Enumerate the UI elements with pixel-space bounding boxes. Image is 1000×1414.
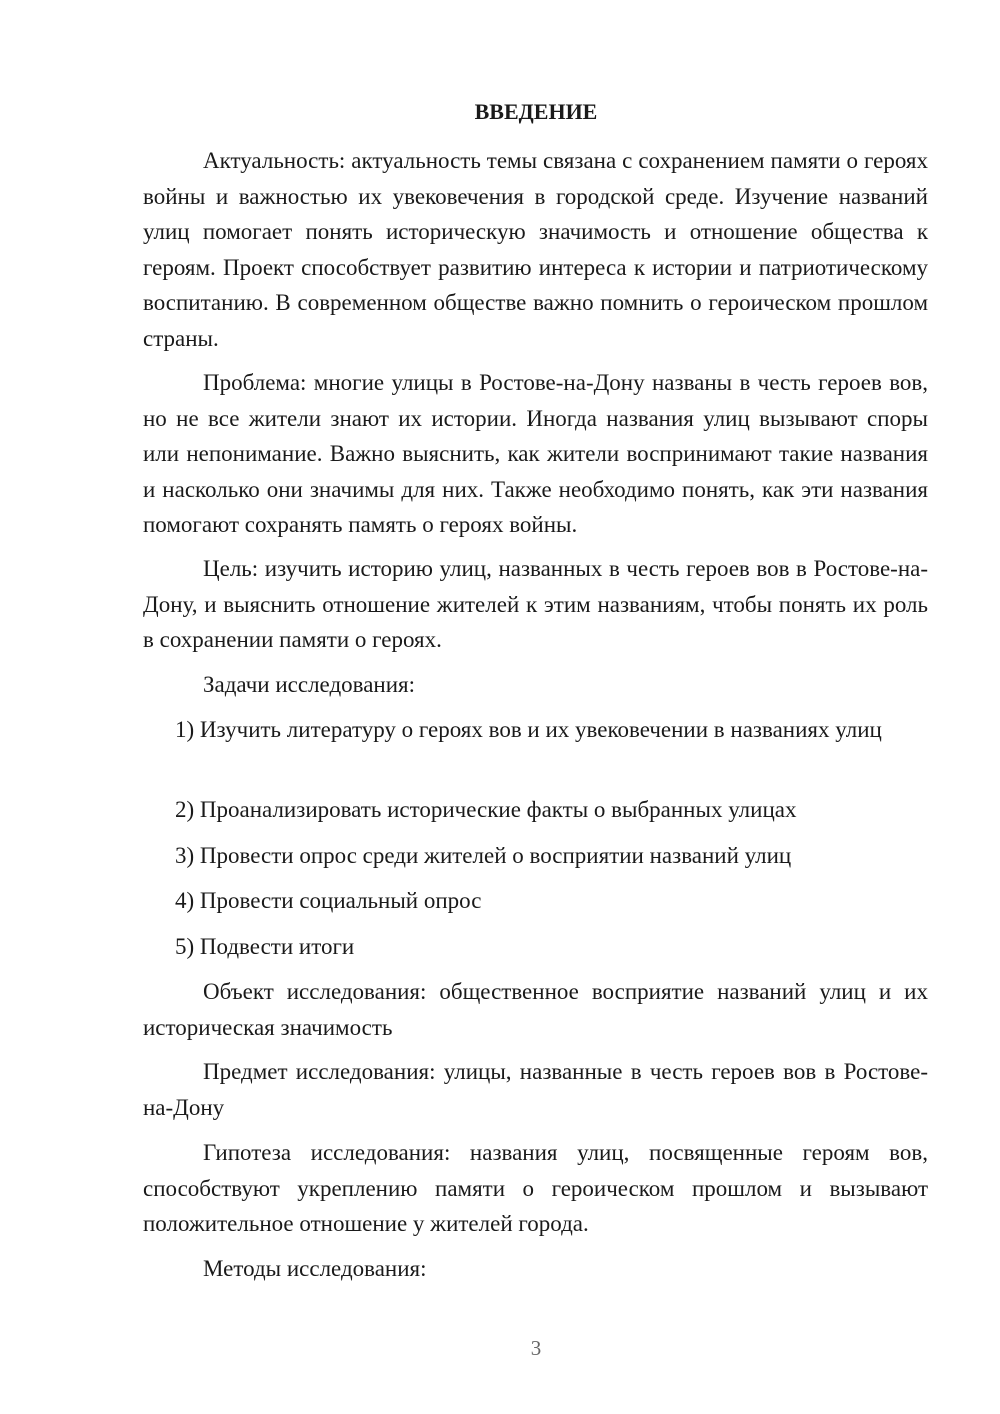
subject-text: Предмет исследования: улицы, названные в честь героев вов в Ростове-на-Дону xyxy=(143,1059,928,1120)
relevance-paragraph xyxy=(143,143,928,356)
hypothesis-paragraph xyxy=(143,1135,928,1242)
relevance-text: Актуальность: актуальность темы связана с сохранением памяти о героях войны и важностью их увековечения в городской среде. Изучение названий улиц помогает понять историческую значимость и отношение общества к героям. Проект способствует развитию интереса к истории и патриотическому воспитанию. В современном обществе важно помнить о героическом прошлом страны. xyxy=(143,148,928,351)
object-text: Объект исследования: общественное восприятие названий улиц и их историческая значимость xyxy=(143,979,928,1040)
methods-heading: Методы исследования: xyxy=(203,1256,427,1281)
task-item-1: 1) Изучить литературу о героях вов и их увековечении в названиях улиц xyxy=(175,717,882,742)
tasks-heading: Задачи исследования: xyxy=(203,672,416,697)
section-title: ВВЕДЕНИЕ xyxy=(474,99,598,124)
task-item-3: 3) Провести опрос среди жителей о восприятии названий улиц xyxy=(175,843,792,868)
subject-paragraph xyxy=(143,1054,928,1125)
goal-paragraph xyxy=(143,551,928,658)
problem-paragraph xyxy=(143,365,928,543)
problem-text: Проблема: многие улицы в Ростове-на-Дону названы в честь героев вов, но не все жители знают их истории. Иногда названия улиц вызывают споры или непонимание. Важно выяснить, как жители воспринимают такие названия и насколько они значимы для них. Также необходимо понять, как эти названия помогают сохранять память о героях войны. xyxy=(143,370,928,537)
task-item-2: 2) Проанализировать исторические факты о выбранных улицах xyxy=(175,797,797,822)
hypothesis-text: Гипотеза исследования: названия улиц, посвященные героям вов, способствуют укреплению памяти о героическом прошлом и вызывают положительное отношение у жителей города. xyxy=(143,1140,928,1236)
task-item-4: 4) Провести социальный опрос xyxy=(175,888,482,913)
task-item-5: 5) Подвести итоги xyxy=(175,934,355,959)
page-number: 3 xyxy=(530,1336,542,1360)
object-paragraph xyxy=(143,974,928,1045)
goal-text: Цель: изучить историю улиц, названных в честь героев вов в Ростове-на-Дону, и выяснить отношение жителей к этим названиям, чтобы понять их роль в сохранении памяти о героях. xyxy=(143,556,928,652)
